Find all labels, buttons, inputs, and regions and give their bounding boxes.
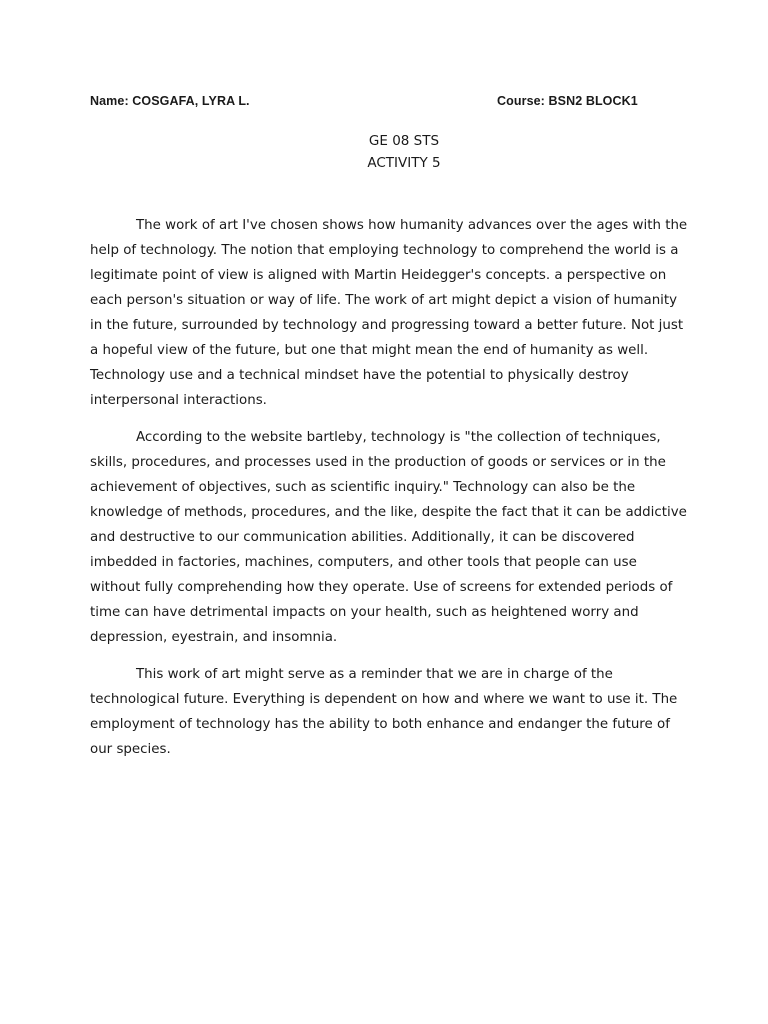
document-title: [0, 130, 768, 174]
essay-body: [90, 213, 690, 774]
activity-title: ACTIVITY 5: [367, 155, 441, 171]
paragraph: According to the website bartleby, technology is "the collection of techniques, skills, procedures, and processes used in the production of goods or services or in the achievement of objectives, such as scientific inquiry." Technology can also be the knowledge of methods, procedures, and the like, despite the fact that it can be addictive and destructive to our communication abilities. Additionally, it can be discovered imbedded in factories, machines, computers, and other tools that people can use without fully comprehending how they operate. Use of screens for extended periods of time can have detrimental impacts on your health, such as heightened worry and depression, eyestrain, and insomnia.: [90, 430, 687, 645]
paragraph: The work of art I've chosen shows how humanity advances over the ages with the help of technology. The notion that employing technology to comprehend the world is a legitimate point of view is aligned with Martin Heidegger's concepts. a perspective on each person's situation or way of life. The work of art might depict a vision of humanity in the future, surrounded by technology and progressing toward a better future. Not just a hopeful view of the future, but one that might mean the end of humanity as well. Technology use and a technical mindset have the potential to physically destroy interpersonal interactions.: [90, 218, 688, 408]
paragraph: This work of art might serve as a reminder that we are in charge of the technological future. Everything is dependent on how and where we want to use it. The employment of technology has the ability to both enhance and endanger the future of our species.: [90, 667, 678, 757]
course-info: Course: BSN2 BLOCK1: [497, 94, 638, 108]
subject-title: GE 08 STS: [368, 133, 440, 149]
student-name: Name: COSGAFA, LYRA L.: [90, 94, 250, 108]
